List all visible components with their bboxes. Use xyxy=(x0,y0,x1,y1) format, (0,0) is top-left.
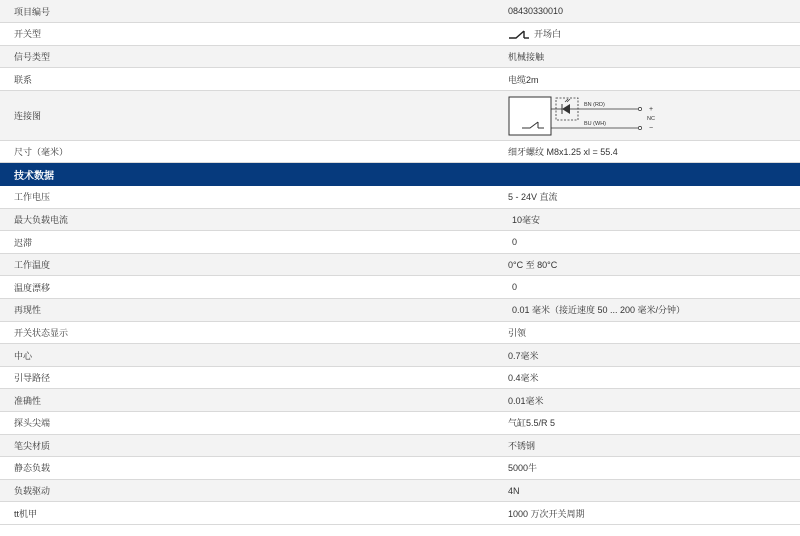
spec-row xyxy=(0,321,800,344)
terminal-minus-label: − xyxy=(649,124,654,132)
spec-label: 尺寸（毫米） xyxy=(0,140,494,163)
wiring-diagram xyxy=(508,94,668,138)
spec-value: 机械接触 xyxy=(494,45,800,68)
spec-label: 工作电压 xyxy=(0,186,494,209)
spec-value: 不锈钢 xyxy=(494,434,800,457)
spec-value: 气缸5.5/R 5 xyxy=(494,412,800,435)
spec-value: 10毫安 xyxy=(494,208,800,231)
spec-row-dimensions xyxy=(0,140,800,163)
spec-row xyxy=(0,502,800,525)
spec-label: 开关型 xyxy=(0,23,494,46)
spec-row-wiring-diagram xyxy=(0,90,800,140)
spec-label: 探头尖端 xyxy=(0,412,494,435)
spec-value: 0°C 至 80°C xyxy=(494,253,800,276)
spec-label: 开关状态显示 xyxy=(0,321,494,344)
spec-row xyxy=(0,253,800,276)
spec-label: 准确性 xyxy=(0,389,494,412)
spec-value: 引领 xyxy=(494,321,800,344)
spec-row xyxy=(0,276,800,299)
terminal-nc-label: NC xyxy=(647,115,655,122)
spec-label: 负载驱动 xyxy=(0,479,494,502)
spec-value: 1000 万次开关周期 xyxy=(494,502,800,525)
spec-row xyxy=(0,366,800,389)
spec-label: 再现性 xyxy=(0,299,494,322)
spec-row xyxy=(0,412,800,435)
spec-value: 08430330010 xyxy=(494,0,800,23)
spec-value: 5 - 24V 直流 xyxy=(494,186,800,209)
spec-value: 0.7毫米 xyxy=(494,344,800,367)
spec-value: 0.01毫米 xyxy=(494,389,800,412)
section-title: 技术数据 xyxy=(0,163,800,186)
spec-label: 工作温度 xyxy=(0,253,494,276)
spec-value: 0 xyxy=(494,276,800,299)
spec-value: 0 xyxy=(494,231,800,254)
spec-row xyxy=(0,389,800,412)
switch-symbol-icon xyxy=(508,28,530,40)
spec-label: 中心 xyxy=(0,344,494,367)
spec-row-switch-type xyxy=(0,23,800,46)
section-header-technical-data xyxy=(0,163,800,186)
wire-bn-label: BN (RD) xyxy=(584,101,605,108)
spec-row-connection xyxy=(0,68,800,91)
spec-row xyxy=(0,434,800,457)
spec-value: 电缆2m xyxy=(494,68,800,91)
spec-row-item-number xyxy=(0,0,800,23)
spec-row xyxy=(0,344,800,367)
spec-label: 联系 xyxy=(0,68,494,91)
spec-row-signal-type xyxy=(0,45,800,68)
spec-value: 细牙螺纹 M8x1.25 xl = 55.4 xyxy=(494,140,800,163)
spec-label: tt机甲 xyxy=(0,502,494,525)
spec-label: 静态负载 xyxy=(0,457,494,480)
spec-row xyxy=(0,231,800,254)
spec-label: 连接图 xyxy=(0,90,494,140)
spec-label: 引导路径 xyxy=(0,366,494,389)
spec-row xyxy=(0,479,800,502)
terminal-plus-label: + xyxy=(649,105,654,113)
spec-row xyxy=(0,208,800,231)
spec-label: 迟滞 xyxy=(0,231,494,254)
spec-row xyxy=(0,299,800,322)
spec-value: 开场白 xyxy=(534,29,562,40)
wiring-diagram-cell xyxy=(494,90,800,140)
wire-bu-label: BU (WH) xyxy=(584,120,606,127)
spec-value: 0.4毫米 xyxy=(494,366,800,389)
spec-row xyxy=(0,186,800,209)
spec-value-cell xyxy=(494,23,800,46)
spec-label: 温度漂移 xyxy=(0,276,494,299)
spec-value: 4N xyxy=(494,479,800,502)
spec-label: 项目编号 xyxy=(0,0,494,23)
spec-row xyxy=(0,457,800,480)
spec-label: 信号类型 xyxy=(0,45,494,68)
spec-value: 5000牛 xyxy=(494,457,800,480)
spec-label: 最大负载电流 xyxy=(0,208,494,231)
spec-value: 0.01 毫米（接近速度 50 ... 200 毫米/分钟） xyxy=(494,299,800,322)
spec-label: 笔尖材质 xyxy=(0,434,494,457)
